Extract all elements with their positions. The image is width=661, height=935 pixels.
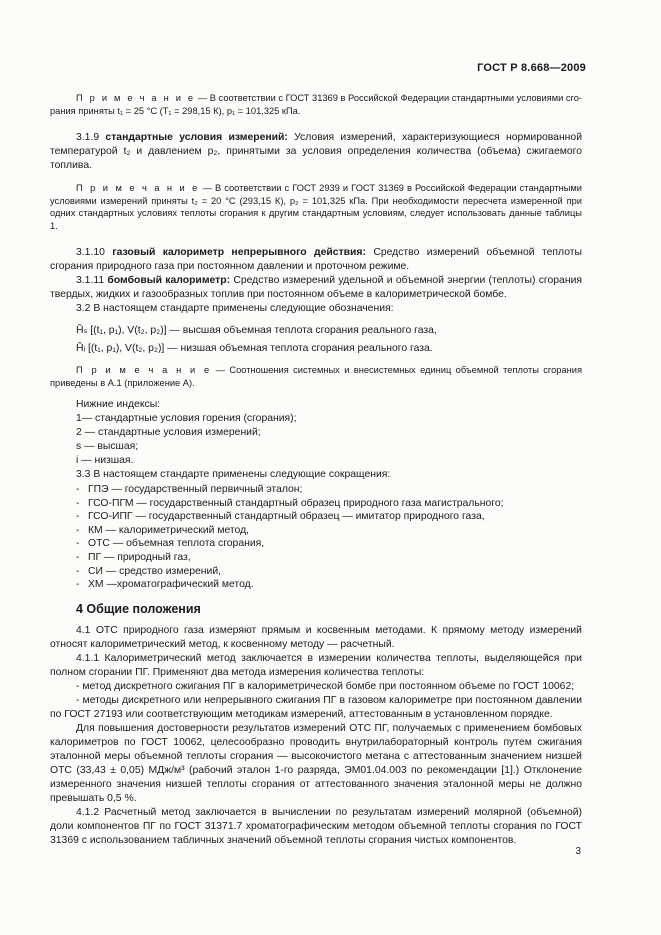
page-number: 3 <box>575 846 581 857</box>
abbreviations-list <box>50 483 582 592</box>
list-item: - ПГ — природный газ, <box>76 551 191 563</box>
clause-number: 3.1.10 <box>76 247 105 258</box>
subscript-item: i — низшая. <box>76 455 134 466</box>
list-item: - ГСО-ИПГ — государственный стандартный образец — имитатор природного газа, <box>76 511 485 523</box>
clause-3-1-11 <box>50 274 582 302</box>
subscript-item: 1— стандартные условия горения (сгорания); <box>76 413 297 424</box>
paragraph-reliability: Для повышения достоверности результатов измерений ОТС ПГ, получаемых с применением бомбовых калориметров по ГОСТ 10062, целесообразно проводить внутрилабораторный контроль путем сжигания эталонной меры объемной теплоты сгорания — высокочистого метана с аттестованным значением низшей ОТС (33,43 ± 0,05) МДж/м³ (рабочий эталон 1-го разряда, ЭМ01.04.003 по рекомендации [1].) Отклонение измеренного значения низшей теплоты сгорания от аттестованного значения эталонной меры не должно превышать 0,5 %. <box>50 722 582 804</box>
clause-term: стандартные условия измерений: <box>105 132 288 143</box>
clause-4-1-2: 4.1.2 Расчетный метод заключается в вычислении по результатам измерений молярной (объемной) доли компонентов ПГ по ГОСТ 31371.7 хроматографическим методом объемной теплоты сгорания по ГОСТ 31369 с использованием табличных значений объемной теплоты сгорания чистых компонентов. <box>50 806 582 846</box>
clause-text: Средство измерений объемной теплоты сгорания природного газа при постоянном давлении и проточном режиме. <box>50 247 582 272</box>
standard-header: ГОСТ Р 8.668—2009 <box>477 62 586 74</box>
clause-term: бомбовый калориметр: <box>107 275 231 286</box>
formula-higher-heat: H̃ₛ [(t₁, p₁), V(t₂, p₂)] — высшая объемная теплота сгорания реального газа, <box>76 325 437 336</box>
clause-text: Средство измерений удельной и объемной энергии (теплоты) сгорания твердых, жидких и газообразных топлив при постоянном объеме в калориметрической бомбе. <box>50 275 582 300</box>
clause-3-1-9 <box>50 131 582 173</box>
clause-4-1: 4.1 ОТС природного газа измеряют прямым и косвенным методами. К прямому методу измерений относят калориметрический метод, к косвенному методу — расчетный. <box>50 624 582 650</box>
note-lead: П р и м е ч а н и е <box>76 365 212 375</box>
clause-3-2: 3.2 В настоящем стандарте применены следующие обозначения: <box>76 303 394 314</box>
note-units <box>50 364 582 389</box>
clause-3-3: 3.3 В настоящем стандарте применены следующие сокращения: <box>76 469 391 480</box>
subscripts-title: Нижние индексы: <box>76 399 161 410</box>
method-bomb-calorimeter: - метод дискретного сжигания ПГ в калориметрической бомбе при постоянном объеме по ГОСТ 10062; <box>76 680 575 692</box>
note-text: — Соотношения системных и внесистемных единиц объемной теплоты сгорания приведены в А.1 (приложение А). <box>50 365 582 388</box>
list-item: - ГСО-ПГМ — государственный стандартный образец природного газа магистрального; <box>76 497 504 509</box>
note-lead: П р и м е ч а н и е <box>76 93 196 103</box>
method-gas-calorimeter: - методы дискретного или непрерывного сжигания ПГ в газовом калориметре при постоянном давлении по ГОСТ 27193 или соответствующим методикам измерений, аттестованным в установленном порядке. <box>50 694 582 720</box>
list-item: - ГПЭ — государственный первичный эталон; <box>76 484 303 495</box>
section-4-heading: 4 Общие положения <box>76 601 201 616</box>
list-item: - КМ — калориметрический метод, <box>76 524 250 536</box>
note-lead: П р и м е ч а н и е <box>76 183 200 193</box>
note-text: — В соответствии с ГОСТ 2939 и ГОСТ 31369 в Российской Федерации стандартными условиями измерений приняты t₂ = 20 °С (293,15 К), p₂ = 101,325 кПа. При необходимости пересчета измеренной при одних стандартных условиях теплоты сгорания к другим стандартным условиям, следует использовать данные таблицы 1. <box>50 183 582 231</box>
clause-term: газовый калориметр непрерывного действия: <box>112 247 366 258</box>
clause-4-1-1: 4.1.1 Калориметрический метод заключается в измерении количества теплоты, выделяющейся при полном сгорании ПГ. Применяют два метода измерения количества теплоты: <box>50 652 582 678</box>
page-content <box>50 92 582 848</box>
clause-number: 3.1.11 <box>76 275 105 286</box>
note-measurement-conditions <box>50 182 582 232</box>
subscript-item: s — высшая; <box>76 441 139 452</box>
note-standard-combustion <box>50 92 582 117</box>
formula-lower-heat: H̃ᵢ [(t₁, p₁), V(t₂, p₂)] — низшая объемная теплота сгорания реального газа. <box>76 343 433 354</box>
clause-3-1-10 <box>50 246 582 274</box>
clause-text: Условия измерений, характеризующиеся нормированной температурой t₂ и давлением p₂, принятыми за условия определения количества (объема) сжигаемого топлива. <box>50 132 583 171</box>
list-item: - ОТС — объемная теплота сгорания, <box>76 538 265 550</box>
note-text: — В соответствии с ГОСТ 31369 в Российской Федерации стандартными условиями сгорания приняты t₁ = 25 °С (T₁ = 298,15 К), p₁ = 101,325 кПа. <box>50 93 583 116</box>
subscript-item: 2 — стандартные условия измерений; <box>76 427 261 438</box>
list-item: - СИ — средство измерений, <box>76 565 222 577</box>
clause-number: 3.1.9 <box>76 132 100 143</box>
list-item: - ХМ —хроматографический метод. <box>76 579 254 591</box>
